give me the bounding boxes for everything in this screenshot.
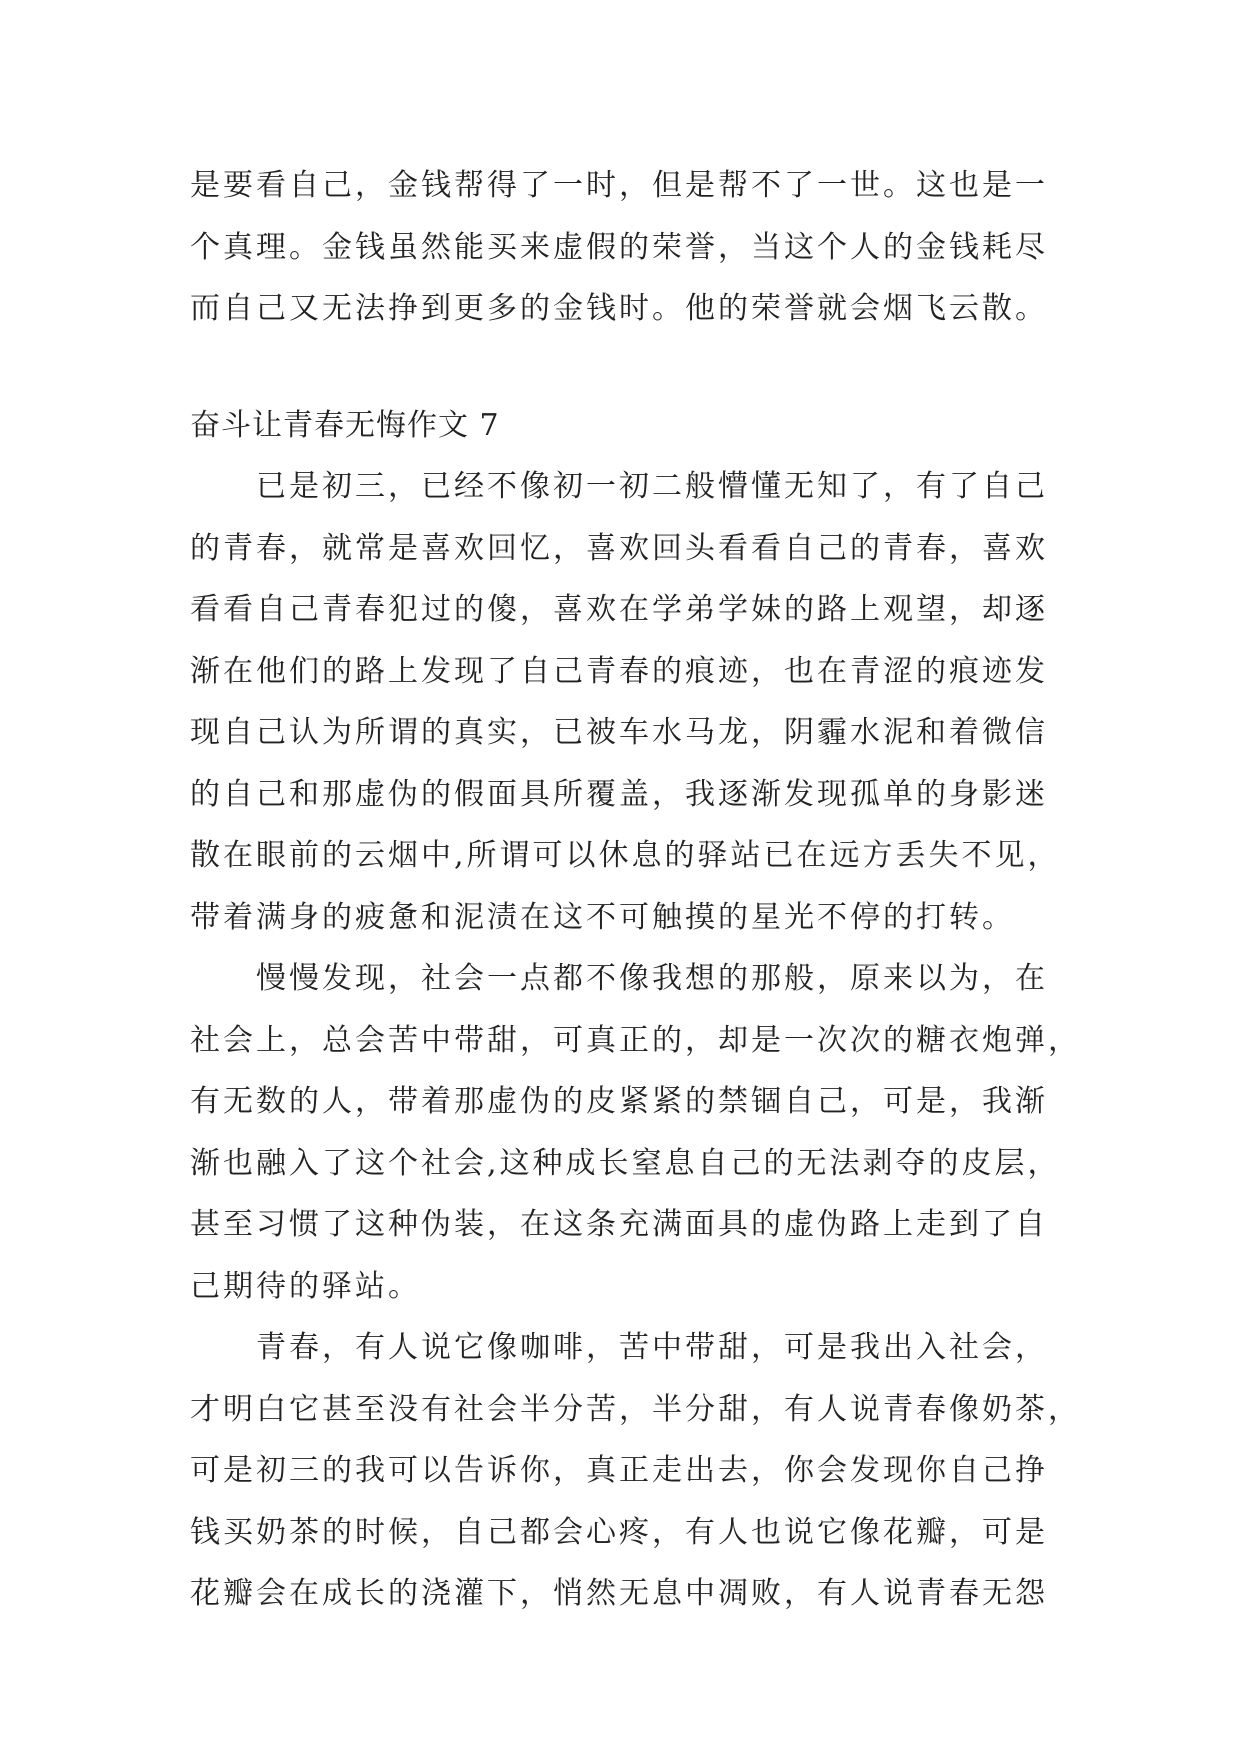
text-line: 才明白它甚至没有社会半分苦，半分甜，有人说青春像奶茶，	[190, 1391, 1081, 1427]
text-line: 己期待的驿站。	[190, 1268, 421, 1304]
text-line: 而自己又无法挣到更多的金钱时。他的荣誉就会烟飞云散。	[190, 291, 1048, 326]
text-line: 的青春，就常是喜欢回忆，喜欢回头看看自己的青春，喜欢	[190, 530, 1048, 566]
paragraph-1	[190, 456, 1070, 948]
text-line: 慢慢发现，社会一点都不像我想的那般，原来以为，在	[190, 961, 1048, 996]
text-line: 社会上，总会苦中带甜，可真正的，却是一次次的糖衣炮弹，	[190, 1022, 1081, 1058]
text-line: 带着满身的疲惫和泥渍在这不可触摸的星光不停的打转。	[190, 899, 1015, 935]
paragraph-2	[190, 948, 1081, 1317]
text-line: 渐也融入了这个社会,这种成长窒息自己的无法剥夺的皮层，	[190, 1145, 1061, 1181]
text-line: 是要看自己，金钱帮得了一时，但是帮不了一世。这也是一	[190, 168, 1048, 203]
text-line: 有无数的人，带着那虚伪的皮紧紧的禁锢自己，可是，我渐	[190, 1084, 1048, 1119]
text-line: 钱买奶茶的时候，自己都会心疼，有人也说它像花瓣，可是	[190, 1514, 1048, 1550]
text-line: 已是初三，已经不像初一初二般懵懂无知了，有了自己	[190, 469, 1048, 504]
text-line: 甚至习惯了这种伪装，在这条充满面具的虚伪路上走到了自	[190, 1207, 1048, 1242]
text-line: 个真理。金钱虽然能买来虚假的荣誉，当这个人的金钱耗尽	[190, 229, 1048, 265]
text-line: 现自己认为所谓的真实，已被车水马龙，阴霾水泥和着微信	[190, 715, 1048, 750]
continued-paragraph	[190, 155, 1070, 340]
paragraph-spacer	[190, 340, 1070, 395]
text-line: 青春，有人说它像咖啡，苦中带甜，可是我出入社会，	[190, 1330, 1048, 1365]
text-line: 散在眼前的云烟中,所谓可以休息的驿站已在远方丢失不见，	[190, 838, 1061, 873]
text-line: 的自己和那虚伪的假面具所覆盖，我逐渐发现孤单的身影迷	[190, 776, 1048, 812]
text-line: 看看自己青春犯过的傻，喜欢在学弟学妹的路上观望，却逐	[190, 592, 1048, 627]
section-title: 奋斗让青春无悔作文 7	[190, 407, 500, 443]
paragraph-3	[190, 1317, 1081, 1625]
text-line: 可是初三的我可以告诉你，真正走出去，你会发现你自己挣	[190, 1453, 1048, 1488]
text-line: 渐在他们的路上发现了自己青春的痕迹，也在青涩的痕迹发	[190, 653, 1048, 689]
document-body	[190, 155, 1081, 1625]
text-line: 花瓣会在成长的浇灌下，悄然无息中凋败，有人说青春无怨	[190, 1576, 1048, 1611]
